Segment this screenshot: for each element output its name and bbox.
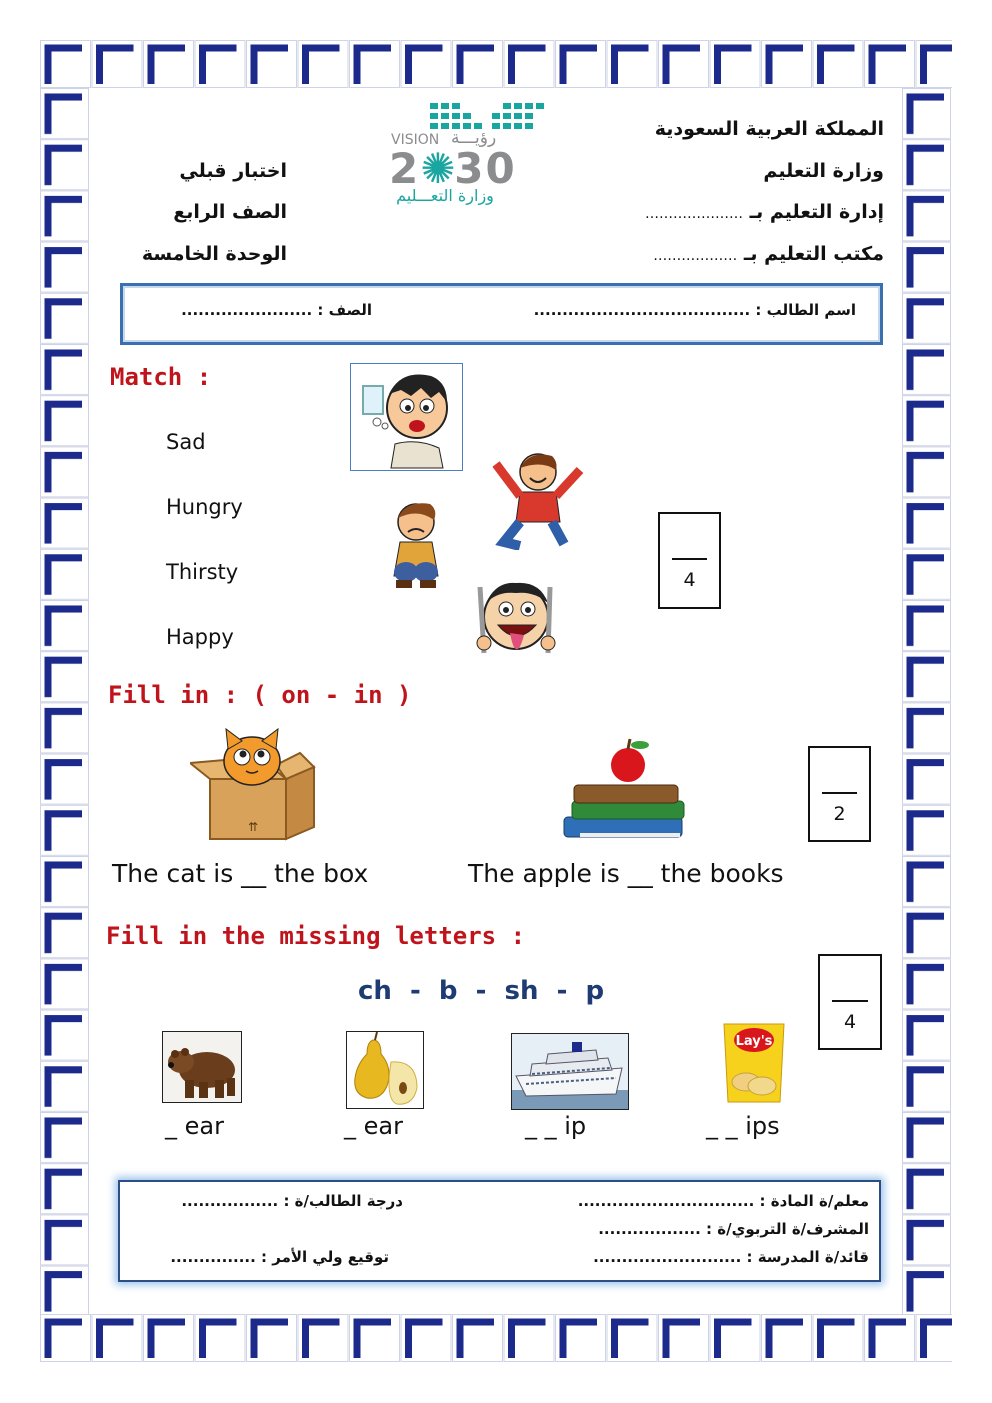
chips-brand-label: Lay's: [735, 1034, 773, 1049]
letter-options: ch - b - sh - p: [358, 976, 605, 1006]
education-admin-label: إدارة التعليم بـ: [743, 201, 884, 223]
student-grade-field[interactable]: درجة الطالب/ة : .................: [181, 1192, 403, 1210]
happy-boy-picture: [490, 446, 586, 550]
vision-emblem-icon: ✺: [420, 144, 458, 193]
student-name-field[interactable]: اسم الطالب : ......................................: [533, 301, 856, 319]
svg-text:⇈: ⇈: [248, 820, 259, 834]
kingdom-name: المملكة العربية السعودية: [654, 118, 884, 140]
word-ship: _ _ ip: [525, 1112, 587, 1140]
education-office: [653, 243, 884, 265]
vision-2030-logo: [385, 100, 555, 210]
grade-level: الصف الرابع: [173, 201, 287, 223]
match-word-happy: Happy: [166, 625, 234, 649]
ministry-name: وزارة التعليم: [763, 160, 884, 182]
education-office-label: مكتب التعليم بـ: [737, 243, 884, 265]
test-type: اختبار قبلي: [179, 160, 287, 182]
student-class-field[interactable]: الصف : .......................: [181, 301, 372, 319]
hungry-man-picture: [470, 573, 562, 669]
match-word-hungry: Hungry: [166, 495, 243, 519]
match-score-line: [672, 558, 707, 560]
fill-in-title: Fill in : ( on - in ): [108, 681, 412, 709]
match-title: Match :: [110, 363, 212, 391]
sad-boy-picture: [388, 498, 448, 590]
missing-letters-score-box: [818, 954, 882, 1050]
signature-box: [118, 1180, 881, 1282]
vision-year-last-digits: 30: [454, 144, 517, 193]
word-chips: _ _ ips: [706, 1112, 780, 1140]
match-score: 4: [683, 569, 696, 591]
teacher-signature-field[interactable]: معلم/ة المادة : ...............................: [577, 1192, 869, 1210]
guardian-signature-field[interactable]: توقيع ولي الأمر : ...............: [170, 1248, 389, 1266]
fill-in-score-box: [808, 746, 871, 842]
missing-letters-title: Fill in the missing letters :: [106, 922, 526, 950]
principal-signature-field[interactable]: قائد/ة المدرسة : ..........................: [593, 1248, 869, 1266]
apple-on-books-picture: [560, 737, 690, 843]
thirsty-boy-picture: [350, 363, 463, 471]
missing-letters-score: 4: [843, 1011, 857, 1033]
match-word-sad: Sad: [166, 430, 206, 454]
bear-picture: [162, 1031, 242, 1103]
vision-ar-label: رؤيـــة: [451, 128, 497, 148]
fill-in-score: 2: [833, 803, 846, 825]
ship-picture: [511, 1033, 629, 1110]
sentence-apple-books: The apple is __ the books: [468, 859, 784, 888]
chips-picture: [718, 1020, 790, 1106]
pear-picture: [346, 1031, 424, 1109]
vision-year-first-digit: 2: [389, 144, 421, 193]
student-info-box: [120, 283, 883, 345]
education-admin: [645, 201, 884, 223]
missing-letters-score-line: [832, 1000, 868, 1002]
word-pear: _ ear: [344, 1112, 403, 1140]
match-word-thirsty: Thirsty: [166, 560, 239, 584]
vision-label: VISION: [391, 132, 440, 148]
education-admin-dots: …………………: [645, 206, 744, 222]
fill-in-score-line: [822, 792, 857, 794]
cat-in-box-picture: [190, 727, 322, 845]
sentence-cat-box: The cat is __ the box: [112, 859, 369, 888]
education-office-dots: ………………: [653, 248, 738, 264]
unit-name: الوحدة الخامسة: [141, 243, 287, 265]
match-score-box: [658, 512, 721, 609]
logo-ministry-ar: وزارة التعـــليم: [396, 186, 494, 205]
word-bear: _ ear: [165, 1112, 224, 1140]
supervisor-signature-field[interactable]: المشرف/ة التربوي/ة : ..................: [598, 1220, 869, 1238]
